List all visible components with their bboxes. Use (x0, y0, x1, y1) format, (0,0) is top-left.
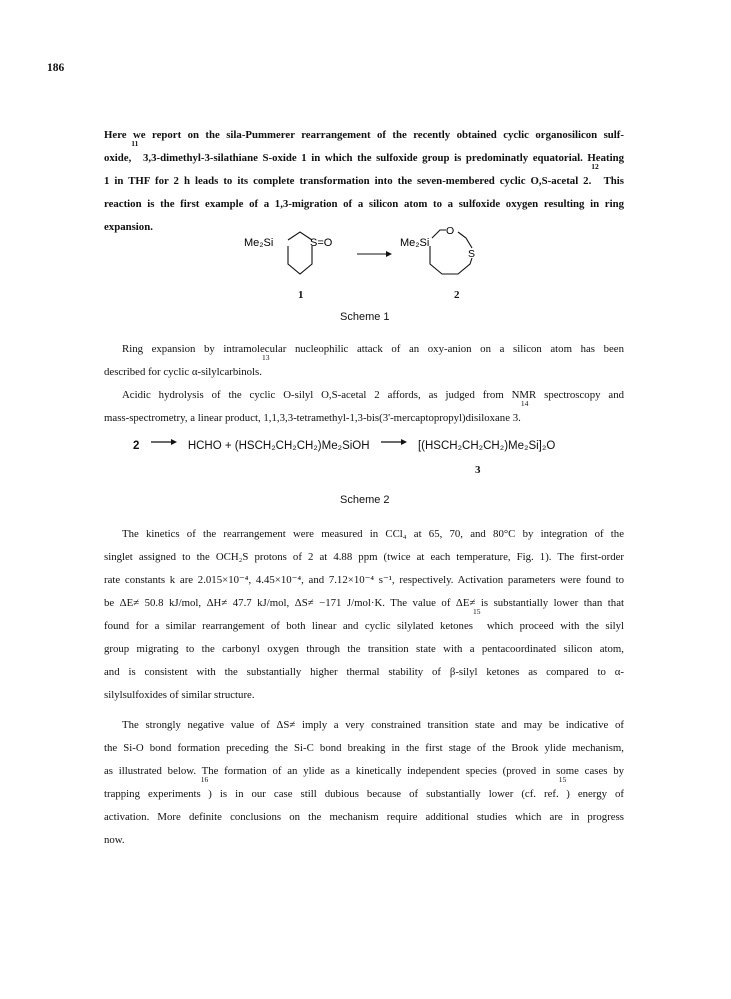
compound-1-label: 1 (298, 289, 304, 301)
scheme-1-structures (240, 224, 500, 304)
compound-2-label: 2 (454, 289, 460, 301)
text-line: trapping experiments$^{16}$) is in our case still dubious because of substantially lower (cf. ref.$^{15}$) energy of (104, 775, 625, 800)
me2si-label: Me₂Si (244, 237, 274, 249)
intro-paragraph (104, 124, 624, 239)
text-line: rate constants k are 2.015×10⁻⁴, 4.45×10⁻⁴, and 7.12×10⁻⁴ s⁻¹, respectively. Activation parameters were found to (104, 574, 624, 586)
reaction-arrow (151, 437, 177, 449)
compound-2-label: 2 (133, 440, 140, 452)
text-line: silylsulfoxides of similar structure. (104, 689, 255, 701)
silathiane-ring (288, 232, 312, 274)
compound-3-label: 3 (475, 464, 481, 476)
page-number: 186 (47, 62, 65, 74)
reaction-arrow (357, 251, 392, 257)
scheme-1-caption: Scheme 1 (340, 311, 390, 323)
text-line: described for cyclic α-silylcarbinols.$^{13}$ (104, 353, 270, 378)
text-line: The kinetics of the rearrangement were measured in CCl₄ at 65, 70, and 80°C by integration of the (122, 528, 624, 540)
text-line: Here we report on the sila-Pummerer rearrangement of the recently obtained cyclic organosilicon sulf- (104, 129, 624, 141)
hydrolysis-products: HCHO + (HSCH₂CH₂CH₂)Me₂SiOH (187, 440, 370, 452)
text-line: expansion. (104, 221, 153, 233)
text-line: Acidic hydrolysis of the cyclic O-silyl O,S-acetal 2 affords, as judged from NMR spectroscopy and (122, 389, 624, 401)
me2si-label: Me₂Si (400, 237, 430, 249)
paragraph (104, 384, 624, 430)
disiloxane-product: [(HSCH₂CH₂CH₂)Me₂Si]₂O (417, 440, 556, 452)
text-line: and is consistent with the substantially higher thermal stability of β-silyl ketones as compared to α- (104, 666, 624, 678)
text-line: singlet assigned to the OCH₂S protons of 2 at 4.88 ppm (twice at each temperature, Fig. 1). The first-order (104, 551, 624, 563)
mechanism-paragraph (104, 714, 624, 852)
text-line: group migrating to the carbonyl oxygen through the transition state with a pentacoordinated silicon atom, (104, 643, 624, 655)
text-line: oxide,$^{11}$ 3,3-dimethyl-3-silathiane S-oxide 1 in which the sulfoxide group is predominatly equatorial. Heating (104, 139, 624, 164)
sulfoxide-label: S=O (310, 237, 333, 249)
paragraph (104, 338, 624, 384)
text-line: Ring expansion by intramolecular nucleophilic attack of an oxy-anion on a silicon atom has been (122, 343, 624, 355)
oxygen-label: O (446, 225, 455, 237)
text-line: now. (104, 834, 125, 846)
text-line: be ΔE≠ 50.8 kJ/mol, ΔH≠ 47.7 kJ/mol, ΔS≠ −171 J/mol·K. The value of ΔE≠ is substantially lower than that (104, 597, 624, 609)
text-line: mass-spectrometry, a linear product, 1,1,3,3-tetramethyl-1,3-bis(3'-mercaptopropyl)disiloxane 3.14 (104, 399, 529, 424)
scheme-2-caption: Scheme 2 (340, 494, 390, 506)
sulfur-label: S (468, 248, 476, 260)
kinetics-paragraph (104, 523, 624, 707)
text-line: found for a similar rearrangement of both linear and cyclic silylated ketones$^{15}$ which proceed with the silyl (104, 607, 624, 632)
scheme-2-equation (133, 440, 555, 452)
text-line: The strongly negative value of ΔS≠ imply a very constrained transition state and may be indicative of (122, 719, 624, 731)
text-line: 1 in THF for 2 h leads to its complete transformation into the seven-membered cyclic O,S-acetal 2.12 This (104, 162, 624, 187)
reaction-arrow (381, 437, 407, 449)
text-line: as illustrated below. The formation of an ylide as a kinetically independent species (proved in some cases by (104, 765, 624, 777)
text-line: the Si-O bond formation preceding the Si-C bond breaking in the first stage of the Brook ylide mechanism, (104, 742, 624, 754)
text-line: activation. More definite conclusions on the mechanism require additional studies which are in progress (104, 811, 624, 823)
text-line: reaction is the first example of a 1,3-migration of a silicon atom to a sulfoxide oxygen resulting in ring (104, 198, 624, 210)
